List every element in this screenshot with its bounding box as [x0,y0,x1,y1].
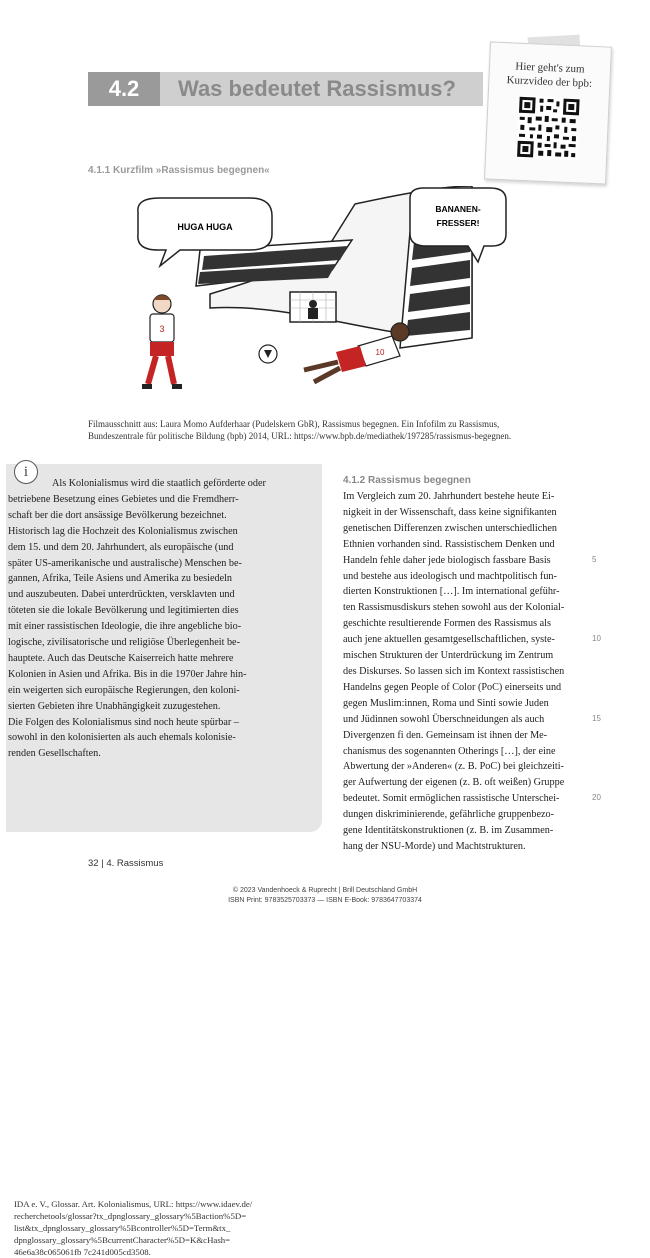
qr-caption-line2: Kurzvideo der bpb: [506,74,593,90]
copyright-line: © 2023 Vandenhoeck & Ruprecht | Brill Deutschland GmbH [232,887,418,894]
main-text-line: bedeutet. Somit ermöglichen rassistische Unterschei- [343,793,560,805]
page-footer-label: 32 | 4. Rassismus [88,858,164,869]
main-text-line: Divergenzen fi den. Gemeinsam ist ihnen der Me- [343,729,548,741]
info-text-line: dem 15. und dem 20. Jahrhundert, als europäische (und [8,541,234,553]
player-left [142,295,182,389]
info-text-line: Als Kolonialismus wird die staatlich geförderte oder [52,478,266,489]
main-text-line: gegen Muslim:innen, Roma und Sinti sowie Juden [343,697,549,709]
info-source-line: 46e6a38c065061fb 7c241d005cd3508. [14,1247,151,1257]
main-text-line: des Diskurses. So lassen sich im Kontext rassistischen [343,665,565,677]
bubble-right-text-1: BANANEN- [435,204,481,214]
main-text-line: gene Identitätskonstruktionen (z. B. im Zusammen- [343,825,554,837]
main-text-line: geschichte resultierende Formen des Rassismus als [343,618,551,630]
info-source-line: list&tx_dpnglossary_glossary%5Bcontroller%5D=Term&tx_ [14,1223,231,1233]
main-text-line: Im Vergleich zum 20. Jahrhundert bestehe heute Ei- [343,491,555,502]
info-text-line: töteten sie die lokale Bevölkerung und legitimierten dies [8,605,239,617]
line-number: 10 [592,634,601,643]
main-text-line: Handelns gegen People of Color (PoC) einerseits und [343,681,562,693]
info-text-line: Historisch lag die Hochzeit des Kolonialismus zwischen [8,525,238,537]
qr-caption-line1: Hier geht's zum [515,60,585,76]
info-text-line: mit einer rassistischen Ideologie, die ihre angebliche bio- [8,621,242,633]
info-text-line: gannen, Afrika, Teile Asiens und Amerika zu besiedeln [8,573,233,585]
info-source [14,1198,314,1258]
info-text-line: und auszubeuten. Dabei unterdrückten, versklavten und [8,589,235,601]
main-text-line: und Jüdinnen sowohl Überschneidungen als auch [343,713,545,725]
bubble-left-text: HUGA HUGA [177,222,233,232]
info-icon: i [14,460,38,484]
info-source-line: dpnglossary_glossary%5BcurrentCharacter%5D=K&cHash= [14,1235,231,1245]
info-text-line: sierten Gebieten ihre Unabhängigkeit zuzugestehen. [8,700,221,712]
film-credit-line2: Bundeszentrale für politische Bildung (bpb) 2014, URL: https://www.bpb.de/mediathek/197285/rassismus-begegnen. [88,431,512,441]
qr-code-icon[interactable] [516,96,581,161]
main-text-line: genetischen Differenzen zwischen unterschiedlichen [343,522,557,534]
info-text-line: sowohl in den kolonisierten als auch ehemals kolonisie- [8,732,236,744]
main-text [343,489,582,855]
main-text-line: ger Aufwertung der eigenen (z. B. oft weißen) Gruppe [343,777,565,789]
chapter-number: 4.2 [88,72,160,106]
line-number: 20 [592,793,601,802]
line-number: 5 [592,555,597,564]
main-text-line: Abwertung der »Anderen« (z. B. PoC) bei gleichzeiti- [343,761,564,773]
info-text-line: später US-amerikanische und australische) Menschen be- [8,557,242,569]
main-text-line: ten Rassismusdiskurs stehen sowohl aus der Kolonial- [343,602,565,614]
qr-caption [489,58,610,91]
main-text-line: Handeln fehle daher jede biologisch fassbare Basis [343,554,551,566]
football-illustration [100,186,550,412]
qr-note [484,41,612,184]
main-text-line: dungen diskriminierende, gefährliche gruppenbezo- [343,809,555,821]
main-text-line: auch jene aktuellen gesamtgesellschaftlichen, syste- [343,634,555,646]
info-source-line: recherchetools/glossar?tx_dpnglossary_glossary%5Baction%5D= [14,1211,247,1221]
main-text-line: und bestehe aus ideologisch und machtpolitisch fun- [343,570,557,582]
player-right [304,323,409,382]
film-credit-line1: Filmausschnitt aus: Laura Momo Aufderhaar (Pudelskern GbR), Rassismus begegnen. Ein Infofilm zu Rassismus, [88,419,500,429]
copyright-footer [0,886,650,906]
film-credit [88,418,568,442]
main-text-line: nigkeit in der Wissenschaft, dass keine signifikanten [343,506,557,518]
info-text-line: Die Folgen des Kolonialismus sind noch heute spürbar – [8,716,239,728]
info-text-line: betriebene Besetzung eines Gebietes und die Fremdherr- [8,493,239,505]
info-text-line: ein weigerten sich europäische Regierungen, den koloni- [8,684,240,696]
player-left-number: 3 [159,324,165,334]
info-source-line: IDA e. V., Glossar. Art. Kolonialismus, URL: https://www.idaev.de/ [14,1199,253,1209]
bubble-right-text-2: FRESSER! [436,218,480,228]
goal-with-keeper [290,292,336,322]
chapter-title: Was bedeutet Rassismus? [178,76,456,101]
line-number: 15 [592,714,601,723]
main-text-line: hang der NSU-Morde) und Machtstrukturen. [343,840,526,852]
main-text-line: dierten Konstruktionen […]. Im international geführ- [343,586,560,598]
main-text-line: mischen Strukturen der Unterdrückung im Zentrum [343,650,554,662]
main-text-line: Ethnien vorhanden sind. Rassistischem Denken und [343,538,555,550]
isbn-line: ISBN Print: 9783525703373 — ISBN E-Book: 9783647703374 [228,897,422,904]
film-section-heading: 4.1.1 Kurzfilm »Rassismus begegnen« [88,165,270,176]
main-text-line: chanismus des sogenannten Otherings […], der eine [343,745,556,757]
player-right-number: 10 [375,348,385,357]
main-section-heading: 4.1.2 Rassismus begegnen [343,475,471,486]
info-text [8,476,308,760]
info-text-line: Kolonien in Asien und Afrika. Bis in die 1970er Jahre hin- [8,668,247,680]
info-text-line: renden Gesellschaften. [8,748,101,760]
info-text-line: schaft ber die dort ansässige Bevölkerung bezeichnet. [8,509,227,521]
info-text-line: logische, zivilisatorische und religiöse Überlegenheit be- [8,637,240,648]
info-text-line: hauptete. Auch das Deutsche Kaiserreich hatte mehrere [8,652,234,664]
